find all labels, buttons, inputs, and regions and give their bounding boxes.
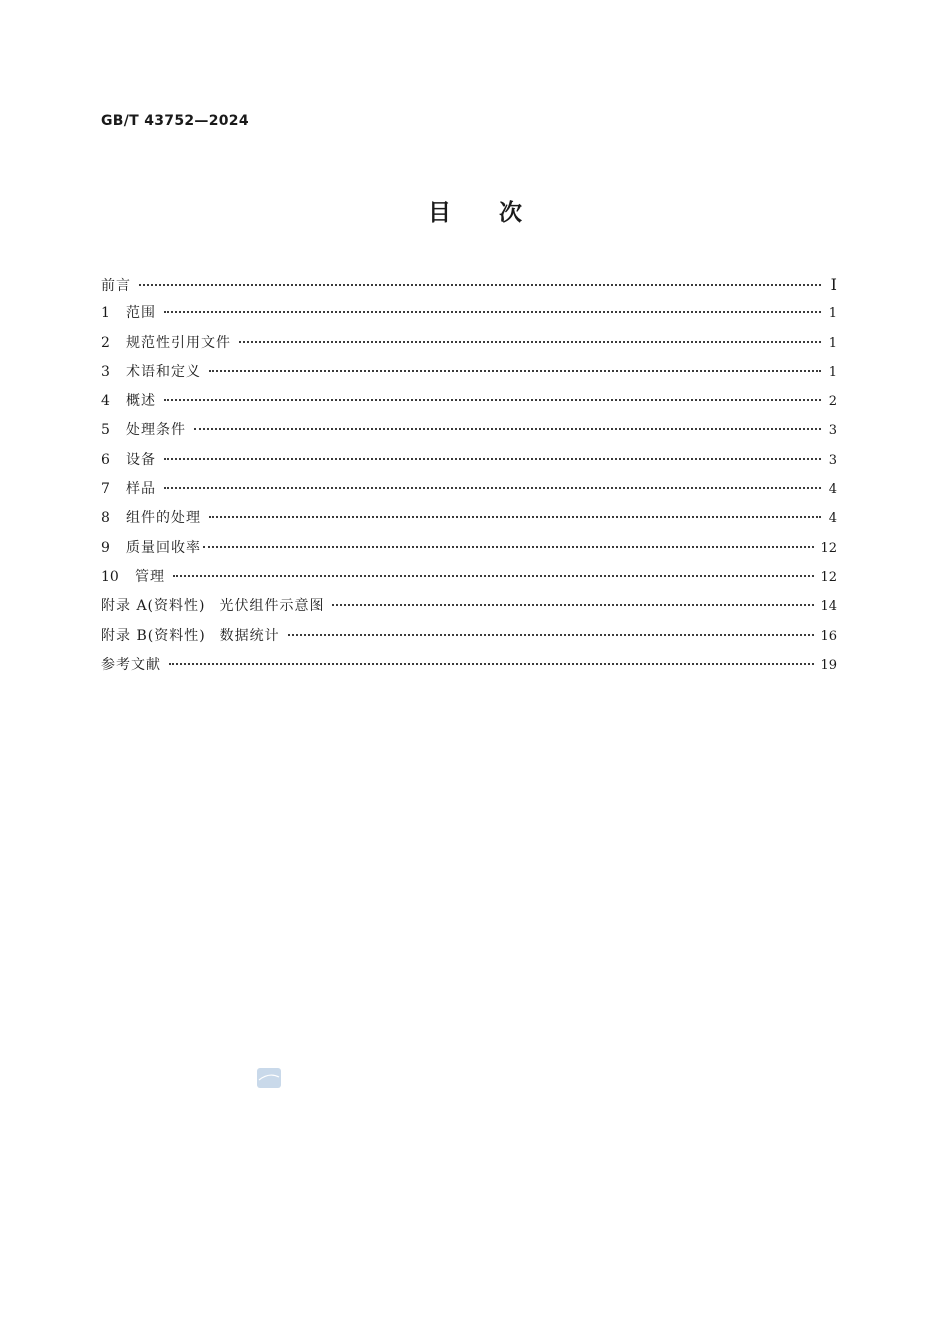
toc-dot-leader (209, 516, 821, 518)
toc-entry-overview[interactable] (101, 387, 837, 416)
toc-dot-leader (194, 428, 821, 430)
toc-entry-number: 4 (101, 393, 110, 410)
toc-entry-label: 样品 (126, 481, 156, 498)
toc-entry-subtitle: 数据统计 (219, 627, 280, 644)
toc-entry-equipment[interactable] (101, 446, 837, 475)
toc-dot-leader (164, 399, 821, 401)
toc-entry-label: 管理 (135, 568, 165, 585)
toc-entry-number: 10 (101, 568, 119, 585)
toc-dot-leader (164, 458, 821, 460)
toc-entry-module-processing[interactable] (101, 504, 837, 533)
toc-list (101, 270, 837, 680)
toc-entry-label: 范围 (126, 305, 156, 322)
toc-entry-page: 14 (820, 599, 837, 615)
toc-entry-number: 7 (101, 481, 110, 498)
toc-entry-page: 1 (828, 306, 837, 322)
toc-entry-label: 组件的处理 (126, 510, 201, 527)
toc-entry-page: 1 (828, 335, 837, 351)
toc-dot-leader (139, 284, 821, 286)
toc-entry-label: 规范性引用文件 (126, 334, 231, 351)
document-code: GB/T 43752—2024 (101, 113, 249, 129)
toc-dot-leader (288, 634, 815, 636)
toc-dot-leader (203, 546, 814, 548)
toc-entry-number: 9 (101, 539, 110, 556)
toc-entry-bibliography[interactable] (101, 651, 837, 680)
toc-entry-samples[interactable] (101, 475, 837, 504)
toc-entry-mass-recovery-rate[interactable] (101, 534, 837, 563)
toc-entry-number: 8 (101, 510, 110, 527)
toc-entry-page: 12 (820, 569, 837, 585)
toc-entry-number: 1 (101, 305, 110, 322)
toc-entry-page: 4 (828, 511, 837, 527)
toc-entry-label: 附录 B(资料性) (101, 627, 206, 644)
toc-entry-number: 5 (101, 422, 110, 439)
toc-entry-page: 3 (828, 452, 837, 468)
toc-entry-label: 附录 A(资料性) (101, 598, 206, 615)
sac-logo-badge (257, 1068, 281, 1088)
toc-entry-terms-definitions[interactable] (101, 358, 837, 387)
toc-entry-label: 设备 (126, 451, 156, 468)
toc-dot-leader (164, 487, 821, 489)
toc-entry-page: 3 (828, 423, 837, 439)
toc-entry-page: 19 (820, 657, 837, 673)
toc-entry-annex-b[interactable] (101, 622, 837, 651)
toc-dot-leader (209, 370, 821, 372)
toc-entry-number: 6 (101, 451, 110, 468)
toc-entry-number: 2 (101, 334, 110, 351)
toc-dot-leader (164, 311, 821, 313)
toc-entry-page: 4 (828, 482, 837, 498)
toc-entry-annex-a[interactable] (101, 592, 837, 621)
toc-entry-scope[interactable] (101, 299, 837, 328)
toc-title: 目次 (428, 200, 570, 226)
toc-entry-label: 参考文献 (101, 656, 161, 673)
sac-logo-icon (257, 1068, 281, 1088)
toc-dot-leader (169, 663, 814, 665)
toc-entry-subtitle: 光伏组件示意图 (219, 598, 325, 615)
sac-watermark-logo (257, 1068, 281, 1088)
toc-entry-label: 质量回收率 (126, 539, 201, 556)
toc-entry-label: 术语和定义 (126, 363, 201, 380)
toc-entry-processing-conditions[interactable] (101, 416, 837, 445)
toc-entry-label: 概述 (126, 393, 156, 410)
toc-entry-page: 16 (820, 628, 837, 644)
toc-entry-label: 前言 (101, 278, 131, 294)
toc-entry-page: 12 (820, 540, 837, 556)
toc-entry-page: 2 (828, 394, 837, 410)
toc-dot-leader (173, 575, 814, 577)
toc-entry-label: 处理条件 (126, 422, 186, 439)
toc-entry-normative-references[interactable] (101, 329, 837, 358)
toc-entry-management[interactable] (101, 563, 837, 592)
toc-entry-foreword[interactable] (101, 270, 837, 299)
toc-entry-page: 1 (828, 364, 837, 380)
toc-dot-leader (239, 341, 821, 343)
toc-entry-number: 3 (101, 363, 110, 380)
toc-entry-page: Ⅰ (830, 275, 837, 294)
toc-dot-leader (332, 604, 814, 606)
